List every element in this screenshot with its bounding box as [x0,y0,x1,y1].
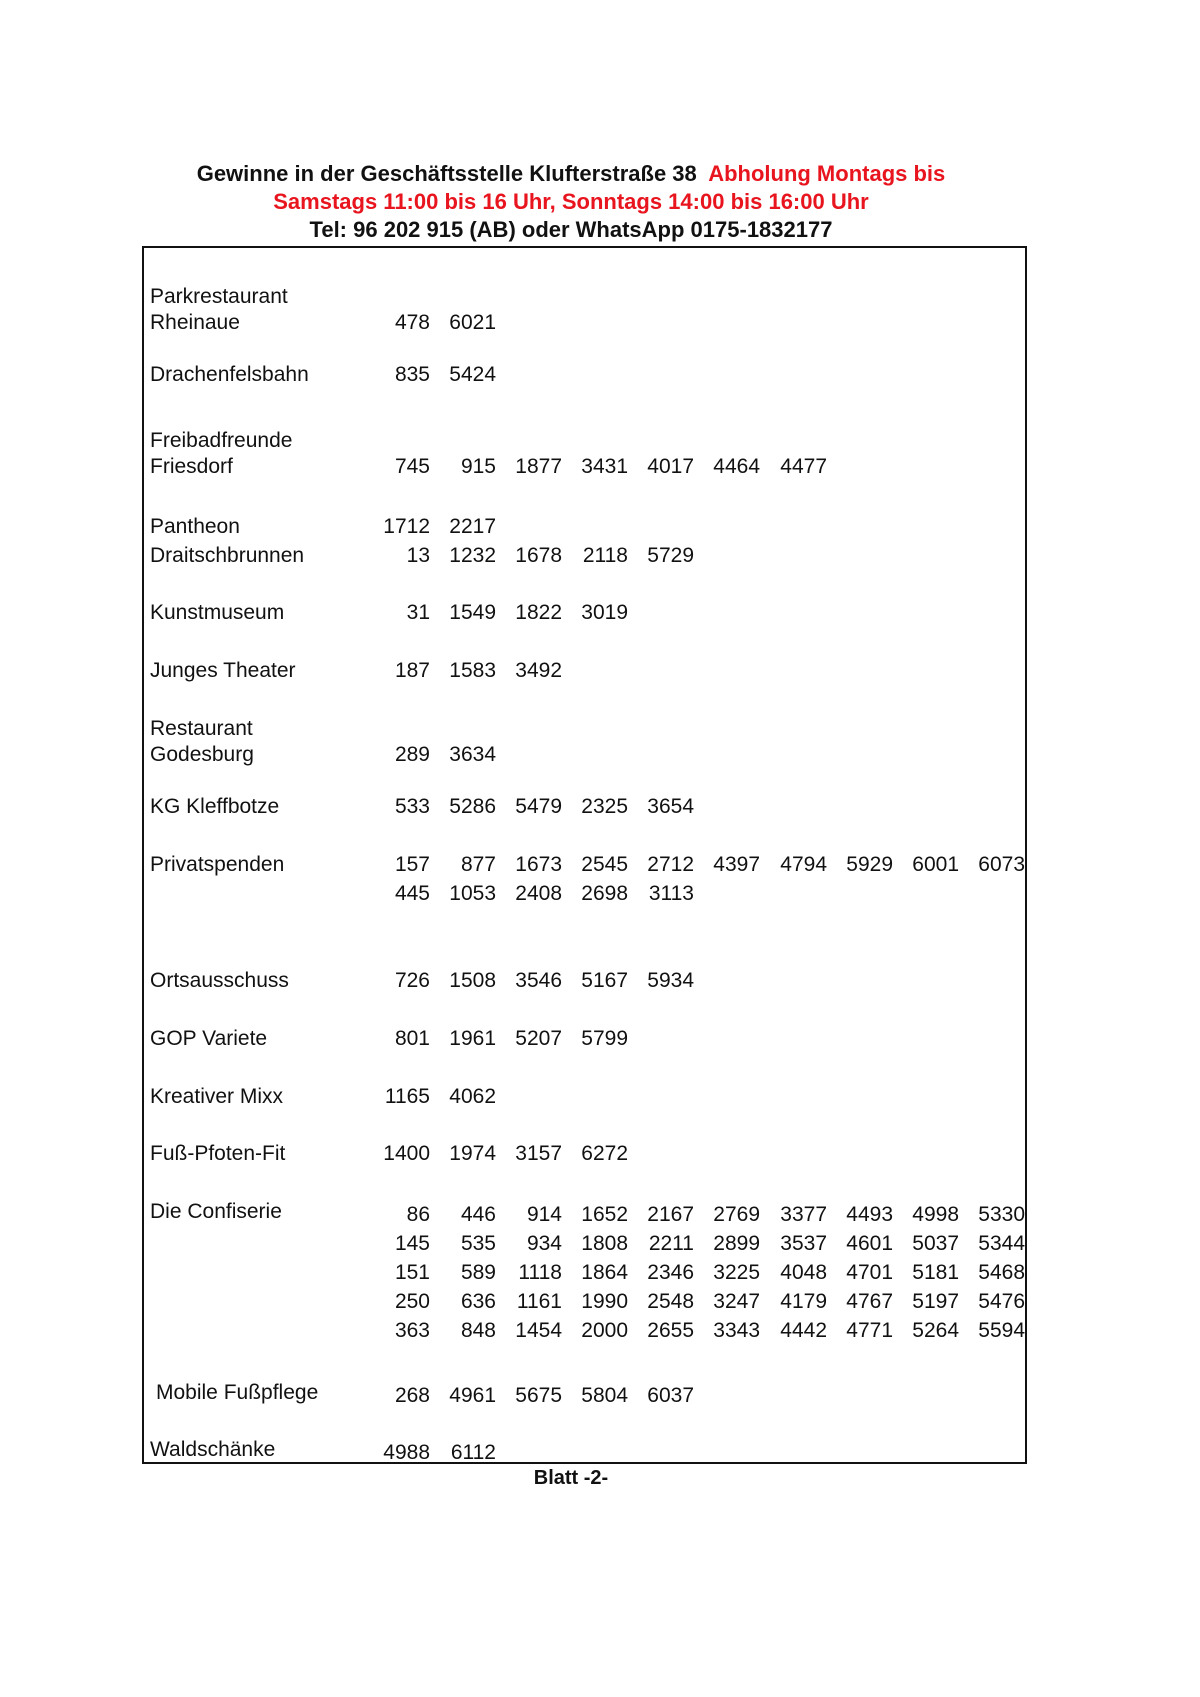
ticket-number: 478 [394,311,430,334]
ticket-number: 535 [460,1232,496,1255]
ticket-number: 5286 [449,795,496,818]
sponsor-name [150,362,350,388]
ticket-number: 2217 [449,515,496,538]
ticket-number: 4397 [713,853,760,876]
ticket-number: 801 [394,1027,430,1050]
ticket-number: 1822 [515,601,562,624]
ticket-number: 157 [394,853,430,876]
ticket-number: 151 [394,1261,430,1284]
header-location: Gewinne in der Geschäftsstelle Klufterstraße 38 [196,161,697,186]
ticket-number: 5424 [449,363,496,386]
ticket-number: 1652 [581,1203,628,1226]
ticket-number: 3537 [780,1232,827,1255]
ticket-number: 2118 [582,544,628,567]
ticket-number: 5476 [978,1290,1025,1313]
page-header [0,160,1142,244]
ticket-number: 2712 [647,853,694,876]
sponsor-name-line: Freibadfreunde [150,429,293,452]
ticket-number: 1118 [518,1261,562,1284]
ticket-number: 4601 [846,1232,893,1255]
sponsor-name [150,600,350,626]
sponsor-name [150,284,350,336]
page-footer: Blatt -2- [533,1467,609,1489]
ticket-number: 5207 [515,1027,562,1050]
ticket-number: 5167 [581,969,628,992]
ticket-number: 2211 [648,1232,694,1255]
ticket-number: 3343 [713,1319,760,1342]
ticket-number: 2899 [713,1232,760,1255]
ticket-number: 5344 [978,1232,1025,1255]
ticket-number: 2325 [581,795,628,818]
ticket-number: 5929 [846,853,893,876]
sponsor-name-line: Parkrestaurant [150,285,288,308]
ticket-number: 2769 [713,1203,760,1226]
ticket-number: 1961 [449,1027,496,1050]
ticket-number: 1877 [515,455,562,478]
ticket-number: 914 [526,1203,562,1226]
ticket-number: 5799 [581,1027,628,1050]
ticket-number: 915 [460,455,496,478]
ticket-number: 1400 [383,1142,430,1165]
header-pickup-hours: Samstags 11:00 bis 16 Uhr, Sonntags 14:00 bis 16:00 Uhr [273,189,869,214]
ticket-number: 2545 [581,853,628,876]
ticket-number: 1161 [516,1290,562,1313]
ticket-number: 5037 [912,1232,959,1255]
ticket-number: 5181 [912,1261,959,1284]
sponsor-name [150,716,350,768]
ticket-number: 2408 [515,882,562,905]
sponsor-name [150,852,350,878]
ticket-number: 848 [460,1319,496,1342]
ticket-number: 13 [406,544,430,567]
sponsor-name-line: Die Confiserie [150,1200,282,1223]
ticket-number: 2548 [647,1290,694,1313]
ticket-number: 2000 [581,1319,628,1342]
ticket-number: 1712 [383,515,430,538]
ticket-number: 4771 [846,1319,893,1342]
sponsor-name [150,1141,350,1167]
ticket-number: 5594 [978,1319,1025,1342]
ticket-number: 934 [526,1232,562,1255]
ticket-number: 6112 [450,1441,496,1464]
ticket-number: 4062 [449,1085,496,1108]
sponsor-name [150,514,350,540]
ticket-number: 3377 [780,1203,827,1226]
ticket-number: 726 [394,969,430,992]
ticket-number: 4701 [846,1261,893,1284]
ticket-number: 1508 [449,969,496,992]
ticket-number: 6037 [647,1384,694,1407]
sponsor-name-line: Friesdorf [150,455,233,478]
sponsor-name-line: Kunstmuseum [150,601,285,624]
ticket-number: 3019 [581,601,628,624]
ticket-number: 4493 [846,1203,893,1226]
ticket-number: 589 [460,1261,496,1284]
ticket-number: 1454 [515,1319,562,1342]
ticket-number: 363 [394,1319,430,1342]
sponsor-name [150,428,350,480]
ticket-number: 3431 [581,455,628,478]
sponsor-name-line: Privatspenden [150,853,285,876]
ticket-number: 6073 [978,853,1025,876]
ticket-number: 3492 [515,659,562,682]
ticket-number: 4998 [912,1203,959,1226]
ticket-number: 1990 [581,1290,628,1313]
ticket-number: 5804 [581,1384,628,1407]
ticket-number: 6021 [449,311,496,334]
ticket-number: 1864 [581,1261,628,1284]
ticket-number: 1232 [449,544,496,567]
sponsor-name [150,968,350,994]
ticket-number: 3654 [647,795,694,818]
ticket-number: 4988 [383,1441,430,1464]
ticket-number: 446 [460,1203,496,1226]
ticket-number: 3247 [713,1290,760,1313]
ticket-number: 86 [406,1203,430,1226]
sponsor-name [150,1437,350,1463]
ticket-number: 4767 [846,1290,893,1313]
sponsor-name-line: Rheinaue [150,311,240,334]
ticket-number: 1678 [515,544,562,567]
ticket-number: 4794 [780,853,827,876]
ticket-number: 4048 [780,1261,827,1284]
ticket-number: 1583 [449,659,496,682]
ticket-number: 5479 [515,795,562,818]
sponsor-name-line: Mobile Fußpflege [156,1381,319,1404]
ticket-number: 2698 [581,882,628,905]
ticket-number: 268 [394,1384,430,1407]
ticket-number: 2655 [647,1319,694,1342]
ticket-number: 877 [460,853,496,876]
ticket-number: 187 [394,659,430,682]
ticket-number: 5264 [912,1319,959,1342]
ticket-number: 636 [460,1290,496,1313]
sponsor-name [150,1026,350,1052]
sponsor-name-line: Godesburg [150,743,254,766]
ticket-number: 1808 [581,1232,628,1255]
ticket-number: 6272 [581,1142,628,1165]
ticket-number: 5675 [515,1384,562,1407]
ticket-number: 2346 [647,1261,694,1284]
ticket-number: 2167 [647,1203,694,1226]
ticket-number: 835 [394,363,430,386]
ticket-number: 3157 [515,1142,562,1165]
sponsor-name-line: Drachenfelsbahn [150,363,309,386]
ticket-number: 1673 [515,853,562,876]
sponsor-name [150,1199,350,1225]
ticket-number: 5330 [978,1203,1025,1226]
ticket-number: 289 [394,743,430,766]
ticket-number: 533 [394,795,430,818]
sponsor-name-line: Junges Theater [150,659,296,682]
ticket-number: 5197 [912,1290,959,1313]
ticket-number: 4442 [780,1319,827,1342]
sponsor-name-line: Pantheon [150,515,240,538]
sponsor-name-line: Ortsausschuss [150,969,289,992]
ticket-number: 4179 [780,1290,827,1313]
ticket-number: 145 [394,1232,430,1255]
prize-list-box [142,246,1027,1464]
ticket-number: 5729 [647,544,694,567]
ticket-number: 3113 [648,882,694,905]
sponsor-name [150,658,350,684]
ticket-number: 5468 [978,1261,1025,1284]
sponsor-name [150,794,350,820]
ticket-number: 1165 [384,1085,430,1108]
header-contact: Tel: 96 202 915 (AB) oder WhatsApp 0175-1832177 [309,217,833,242]
sponsor-name-line: Draitschbrunnen [150,544,305,567]
ticket-number: 3225 [713,1261,760,1284]
sponsor-name [156,1380,356,1406]
sponsor-name [150,1084,350,1110]
ticket-number: 31 [406,601,430,624]
ticket-number: 5934 [647,969,694,992]
sponsor-name-line: Restaurant [150,717,253,740]
sponsor-name-line: KG Kleffbotze [150,795,280,818]
ticket-number: 3546 [515,969,562,992]
ticket-number: 4961 [449,1384,496,1407]
ticket-number: 250 [394,1290,430,1313]
ticket-number: 745 [394,455,430,478]
ticket-number: 6001 [912,853,959,876]
ticket-number: 4017 [647,455,694,478]
sponsor-name-line: GOP Variete [150,1027,268,1050]
sponsor-name-line: Waldschänke [150,1438,276,1461]
sponsor-name [150,543,350,569]
ticket-number: 3634 [449,743,496,766]
header-pickup-start: Abholung Montags bis [708,161,946,186]
ticket-number: 1549 [449,601,496,624]
ticket-number: 4477 [780,455,827,478]
ticket-number: 445 [394,882,430,905]
sponsor-name-line: Fuß-Pfoten-Fit [150,1142,286,1165]
ticket-number: 1053 [449,882,496,905]
header-line-1 [0,160,1142,188]
sponsor-name-line: Kreativer Mixx [150,1085,284,1108]
ticket-number: 1974 [449,1142,496,1165]
ticket-number: 4464 [713,455,760,478]
